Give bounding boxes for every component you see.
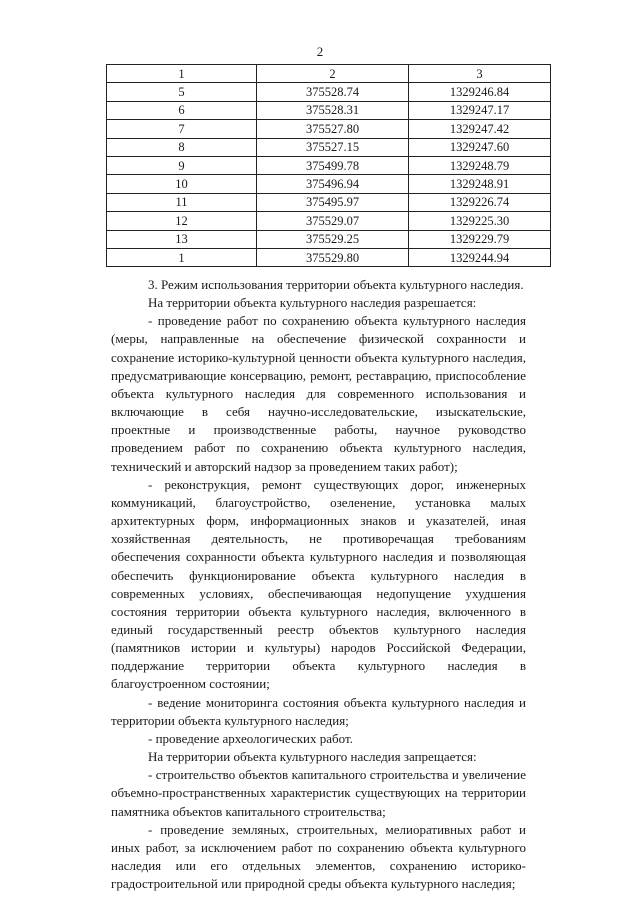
table-row [107,138,551,156]
table-row [107,156,551,174]
table-header-row [107,65,551,83]
paragraph: - проведение работ по сохранению объекта культурного наследия (меры, направленные на обеспечение физической сохранности и сохранение историко-культурной ценности объекта культурного наследия, предусматривающие консервацию, ремонт, реставрацию, приспособление объекта культурного наследия для современного использования и включающие в себя научно-исследовательские, изыскательские, проектные и производственные работы, научное руководство проведением работ по сохранению объекта культурного наследия, технический и авторский надзор за проведением таких работ); [111,313,526,474]
table-row [107,83,551,101]
paragraph: На территории объекта культурного наследия запрещается: [148,749,477,765]
table-cell: 9 [107,156,257,174]
table-cell: 1329244.94 [409,248,551,266]
table-cell: 375528.74 [257,83,409,101]
paragraph: - проведение археологических работ. [148,730,353,746]
table-cell: 1329247.42 [409,120,551,138]
table-row [107,120,551,138]
table-cell: 375499.78 [257,156,409,174]
table-cell: 1329226.74 [409,193,551,211]
paragraph: - реконструкция, ремонт существующих дорог, инженерных коммуникаций, благоустройство, озеленение, установка малых архитектурных форм, информационных знаков и указателей, иная хозяйственная деятельность, не противоречащая требованиям обеспечения сохранности объекта культурного наследия и позволяющая обеспечить функционирование объекта культурного наследия в современных условиях, обеспечивающая недопущение ухудшения состояния территории объекта культурного наследия, включенного в единый государственный реестр объектов культурного наследия (памятников истории и культуры) народов Российской Федерации, поддержание территории объекта культурного наследия в благоустроенном состоянии; [111,476,526,692]
header-cell: 2 [257,65,409,83]
table-row [107,101,551,119]
table-cell: 10 [107,175,257,193]
paragraph: На территории объекта культурного наследия разрешается: [148,295,477,311]
table-cell: 1 [107,248,257,266]
table-row [107,230,551,248]
document-text [111,276,526,893]
table-row [107,212,551,230]
table-cell: 375496.94 [257,175,409,193]
table-cell: 5 [107,83,257,101]
table-row [107,193,551,211]
table-cell: 13 [107,230,257,248]
table-cell: 11 [107,193,257,211]
coordinates-table [106,64,551,267]
table-cell: 375527.80 [257,120,409,138]
table-cell: 12 [107,212,257,230]
table-cell: 1329225.30 [409,212,551,230]
paragraph: 3. Режим использования территории объекта культурного наследия. [148,277,524,292]
table-cell: 6 [107,101,257,119]
table-cell: 7 [107,120,257,138]
table-cell: 375529.25 [257,230,409,248]
table-cell: 1329229.79 [409,230,551,248]
table-cell: 1329248.91 [409,175,551,193]
table-cell: 8 [107,138,257,156]
table-cell: 375495.97 [257,193,409,211]
page-number: 2 [316,44,324,59]
header-cell: 1 [107,65,257,83]
table-cell: 375529.07 [257,212,409,230]
table-cell: 1329247.60 [409,138,551,156]
table-cell: 375529.80 [257,248,409,266]
table-cell: 1329246.84 [409,83,551,101]
table-cell: 1329247.17 [409,101,551,119]
table-cell: 1329248.79 [409,156,551,174]
table-row [107,175,551,193]
paragraph: - строительство объектов капитального строительства и увеличение объемно-пространственных характеристик существующих на территории памятника объектов капитального строительства; [111,767,526,819]
table-row [107,248,551,266]
paragraph: - проведение земляных, строительных, мелиоративных работ и иных работ, за исключением работ по сохранению объекта культурного наследия или его отдельных элементов, сохранению историко-градостроительной или природной среды объекта культурного наследия; [111,821,526,892]
table-cell: 375527.15 [257,138,409,156]
table-cell: 375528.31 [257,101,409,119]
paragraph: - ведение мониторинга состояния объекта культурного наследия и территории объекта культурного наследия; [111,694,526,728]
header-cell: 3 [409,65,551,83]
coordinates-table-body [107,65,551,267]
